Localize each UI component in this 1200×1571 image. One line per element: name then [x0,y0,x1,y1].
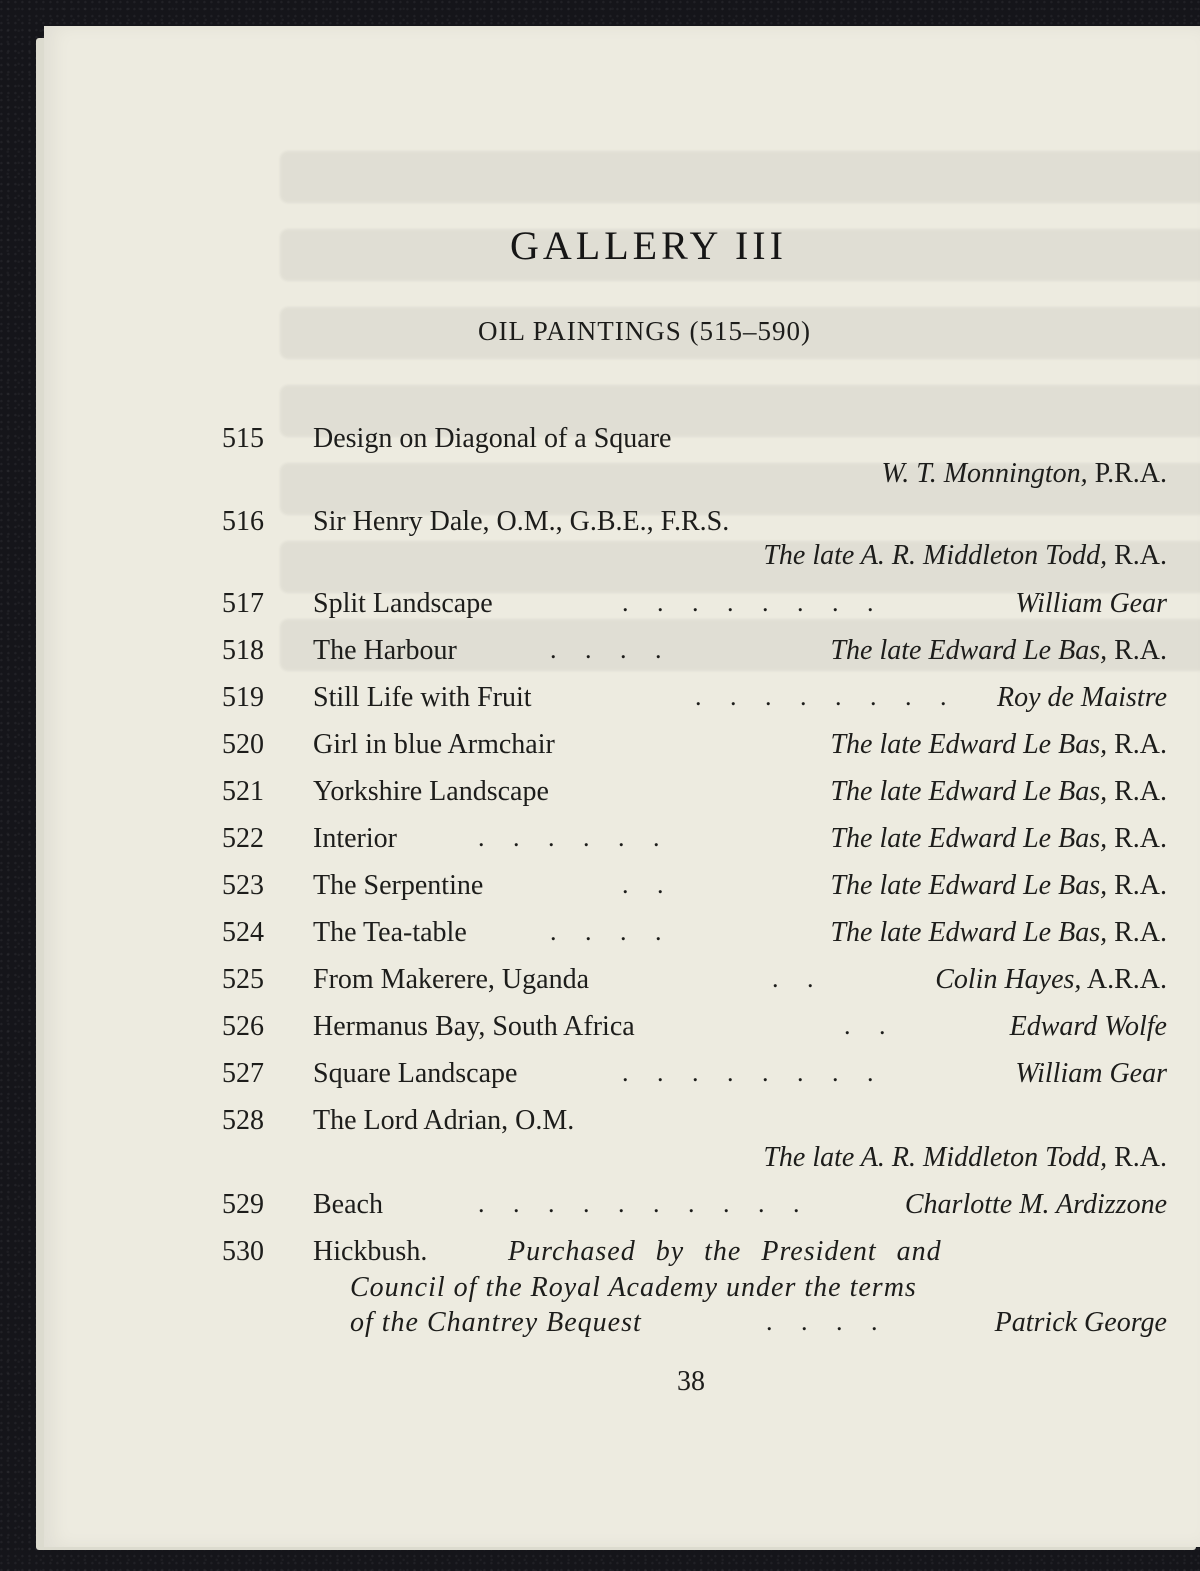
entry-number: 525 [222,964,264,995]
entry-number: 524 [222,917,264,948]
entry-number: 516 [222,506,264,537]
entry-artist [830,776,1167,808]
artist-honours: R.A. [1107,870,1167,901]
artist-honours: R.A. [1107,823,1167,854]
entry-artist [997,682,1167,714]
section-title: OIL PAINTINGS (515–590) [478,316,811,346]
entry-title: The Serpentine [313,870,484,901]
artist-honours: A.R.A. [1081,964,1167,995]
artist-name: Edward Wolfe [1009,1011,1167,1042]
leader-dots: . . [622,870,675,899]
leader-dots: . . [772,964,825,993]
artist-name: Colin Hayes, [935,964,1082,995]
entry-number: 518 [222,635,264,666]
artist-name: The late Edward Le Bas, [830,729,1108,760]
entry-title: Beach [313,1189,383,1220]
entry-number: 530 [222,1236,264,1267]
entry-artist [830,823,1167,855]
entry-title: Split Landscape [313,588,493,619]
entry-title: The Lord Adrian, O.M. [313,1105,575,1136]
entry-artist [830,729,1167,761]
entry-artist [935,964,1167,996]
entry-note-line: Council of the Royal Academy under the terms [350,1272,917,1303]
artist-name: William Gear [1015,588,1167,619]
entry-title: Interior [313,823,397,854]
entry-number: 521 [222,776,264,807]
leader-dots: . . . . . . . . [622,588,885,617]
entry-number: 529 [222,1189,264,1220]
leader-dots: . . . . [550,917,673,946]
entry-title: Still Life with Fruit [313,682,532,713]
artist-honours: R.A. [1107,1142,1167,1173]
artist-name: William Gear [1015,1058,1167,1089]
entry-title: Sir Henry Dale, O.M., G.B.E., F.R.S. [313,506,730,537]
entry-number: 526 [222,1011,264,1042]
artist-name: Charlotte M. Ardizzone [904,1189,1167,1220]
entry-artist [905,1189,1167,1221]
artist-name: The late A. R. Middleton Todd, [763,540,1108,571]
entry-title: Design on Diagonal of a Square [313,423,672,454]
artist-name: Patrick George [994,1307,1167,1338]
entry-artist [995,1307,1167,1339]
artist-name: The late Edward Le Bas, [830,917,1108,948]
entry-number: 515 [222,423,264,454]
entry-artist [1015,1058,1167,1090]
entry-title: From Makerere, Uganda [313,964,590,995]
entry-artist [830,917,1167,949]
gallery-title: GALLERY III [510,223,787,268]
entry-artist [1015,588,1167,620]
leader-dots: . . . . . . [478,823,671,852]
entry-title: The Tea-table [313,917,467,948]
artist-name: The late Edward Le Bas, [830,635,1108,666]
entry-title: Square Landscape [313,1058,518,1089]
leader-dots: . . . . . . . . [695,682,958,711]
artist-honours: R.A. [1107,635,1167,666]
entry-number: 522 [222,823,264,854]
entry-title: Yorkshire Landscape [313,776,549,807]
entry-artist [763,540,1167,572]
artist-honours: R.A. [1107,729,1167,760]
entry-artist [830,870,1167,902]
artist-name: The late Edward Le Bas, [830,870,1108,901]
entry-title: The Harbour [313,635,457,666]
artist-honours: R.A. [1107,917,1167,948]
entry-number: 523 [222,870,264,901]
artist-name: The late Edward Le Bas, [830,823,1108,854]
artist-name: W. T. Monnington, [881,458,1088,489]
artist-honours: R.A. [1107,776,1167,807]
artist-name: The late A. R. Middleton Todd, [763,1142,1108,1173]
leader-dots: . . [844,1011,897,1040]
entry-number: 527 [222,1058,264,1089]
entry-number: 517 [222,588,264,619]
entry-number: 528 [222,1105,264,1136]
leader-dots: . . . . . . . . [622,1058,885,1087]
entry-number: 519 [222,682,264,713]
entry-artist [881,458,1167,490]
entry-note-line: Purchased by the President and [508,1236,942,1267]
artist-honours: P.R.A. [1087,458,1167,489]
artist-honours: R.A. [1107,540,1167,571]
leader-dots: . . . . [766,1307,889,1336]
leader-dots: . . . . . . . . . . [478,1189,811,1218]
entry-note-line: of the Chantrey Bequest [350,1307,642,1338]
artist-name: Roy de Maistre [996,682,1167,713]
entry-title: Hickbush. [313,1236,428,1267]
entry-number: 520 [222,729,264,760]
entry-title: Girl in blue Armchair [313,729,555,760]
artist-name: The late Edward Le Bas, [830,776,1108,807]
entry-artist [830,635,1167,667]
leader-dots: . . . . [550,635,673,664]
entry-title: Hermanus Bay, South Africa [313,1011,635,1042]
entry-artist [1010,1011,1167,1043]
entry-artist [763,1142,1167,1174]
page-number: 38 [677,1366,705,1397]
